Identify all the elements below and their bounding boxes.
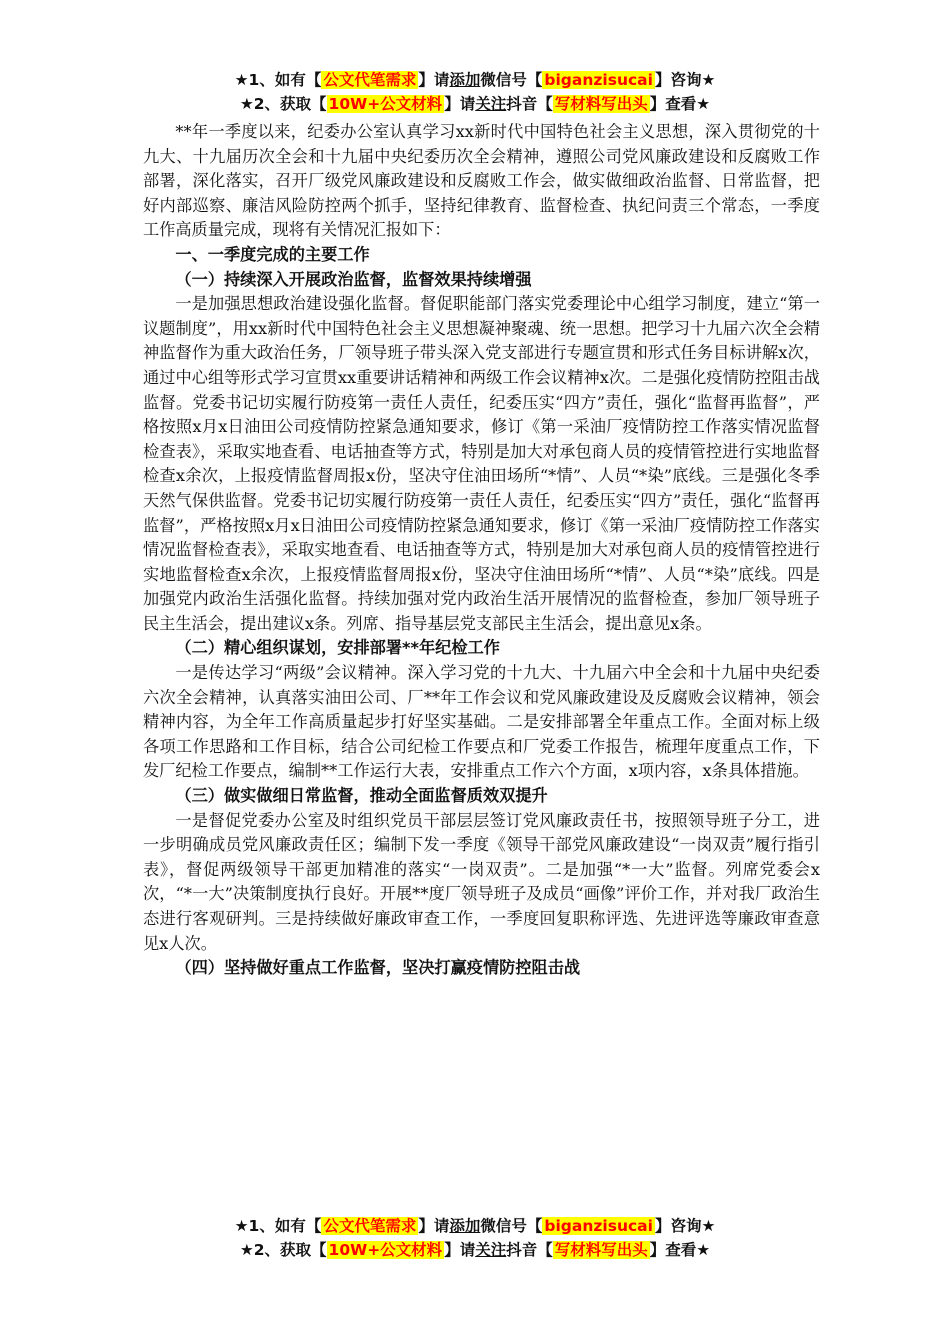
promo-highlight: 10W+公文材料 [328,95,443,113]
promo-highlight: 写材料写出头 [554,1241,648,1259]
promo-banner-bottom [0,1214,950,1262]
body-paragraph: 一是加强思想政治建设强化监督。督促职能部门落实党委理论中心组学习制度，建立“第一议题制度”，用xx新时代中国特色社会主义思想凝神聚魂、统一思想。把学习十九届六次全会精神监督作为重大政治任务，厂领导班子带头深入党支部进行专题宣贯和形式任务目标讲解x次，通过中心组等形式学习宣贯xx重要讲话精神和两级工作会议精神x次。二是强化疫情防控阻击战监督。党委书记切实履行防疫第一责任人责任，纪委压实“四方”责任，强化“监督再监督”，严格按照x月x日油田公司疫情防控紧急通知要求，修订《第一采油厂疫情防控工作落实情况监督检查表》，采取实地查看、电话抽查等方式，特别是加大对承包商人员的疫情管控进行实地监督检查x余次，上报疫情监督周报x份，坚决守住油田场所“*情”、人员“*染”底线。三是强化冬季天然气保供监督。党委书记切实履行防疫第一责任人责任，纪委压实“四方”责任，强化“监督再监督”，严格按照x月x日油田公司疫情防控紧急通知要求，修订《第一采油厂疫情防控工作落实情况监督检查表》，采取实地查看、电话抽查等方式，特别是加大对承包商人员的疫情管控进行实地监督检查x余次，上报疫情监督周报x份，坚决守住油田场所“*情”、人员“*染”底线。四是加强党内政治生活强化监督。持续加强对党内政治生活开展情况的监督检查，参加厂领导班子民主生活会，提出建议x条。列席、指导基层党支部民主生活会，提出意见x条。 [143,294,820,633]
promo-line-2 [0,1238,950,1262]
promo-text: ★1、如有【 [234,1217,322,1235]
promo-highlight: 公文代笔需求 [323,1217,417,1235]
section-heading: 一、一季度完成的主要工作 [175,244,370,264]
subsection-heading: （三）做实做细日常监督，推动全面监督质效双提升 [175,786,548,806]
subsection-heading: （二）精心组织谋划，安排部署**年纪检工作 [175,638,500,658]
promo-text: 】请 [444,1241,476,1259]
promo-line-1 [0,1214,950,1238]
body-paragraph: 一是督促党委办公室及时组织党员干部层层签订党风廉政责任书，按照领导班子分工，进一步明确成员党风廉政责任区；编制下发一季度《领导干部党风廉政建设“一岗双责”履行指引表》，督促两级领导干部更加精准的落实“一岗双责”。二是加强“*一大”监督。列席党委会x次，“*一大”决策制度执行良好。开展**度厂领导班子及成员“画像”评价工作，并对我厂政治生态进行客观研判。三是持续做好廉政审查工作，一季度回复职称评选、先进评选等廉政审查意见x人次。 [143,810,820,953]
promo-text: 】咨询★ [654,1217,716,1235]
subsection-heading: （四）坚持做好重点工作监督，坚决打赢疫情防控阻击战 [175,958,581,978]
promo-text: 抖音【 [506,1241,553,1259]
promo-underline: 添加 [449,1217,481,1235]
promo-line-2 [0,92,950,116]
intro-paragraph: **年一季度以来，纪委办公室认真学习xx新时代中国特色社会主义思想，深入贯彻党的十九大、十九届历次全会和十九届中央纪委历次全会精神，遵照公司党风廉政建设和反腐败工作部署，深化落实，召开厂级党风廉政建设和反腐败工作会，做实做细政治监督、日常监督，把好内部巡察、廉洁风险防控两个抓手，坚持纪律教育、监督检查、执纪问责三个常态，一季度工作高质量完成，现将有关情况汇报如下： [143,122,820,240]
promo-text: ★2、获取【 [239,1241,327,1259]
body-paragraph: 一是传达学习“两级”会议精神。深入学习党的十九大、十九届六中全会和十九届中央纪委六次全会精神，认真落实油田公司、厂**年工作会议和党风廉政建设及反腐败会议精神，领会精神内容，为全年工作高质量起步打好坚实基础。二是安排部署全年重点工作。全面对标上级各项工作思路和工作目标，结合公司纪检工作要点和厂党委工作报告，梳理年度重点工作，下发厂纪检工作要点，编制**工作运行大表，安排重点工作六个方面，x项内容，x条具体措施。 [143,663,820,781]
promo-text: ★1、如有【 [234,71,322,89]
promo-text: 】咨询★ [654,71,716,89]
promo-text: 】请 [418,1217,450,1235]
promo-line-1 [0,68,950,92]
promo-text: 微信号【 [480,71,543,89]
promo-text: 抖音【 [506,95,553,113]
promo-text: 】请 [444,95,476,113]
document-body [143,120,820,981]
promo-highlight: biganzisucai [544,71,653,89]
promo-highlight: 写材料写出头 [554,95,648,113]
promo-banner-top [0,68,950,116]
promo-underline: 关注 [475,1241,507,1259]
promo-text: 】查看★ [649,95,711,113]
promo-highlight: biganzisucai [544,1217,653,1235]
promo-text: 微信号【 [480,1217,543,1235]
promo-text: 】查看★ [649,1241,711,1259]
promo-highlight: 公文代笔需求 [323,71,417,89]
promo-text: 】请 [418,71,450,89]
promo-underline: 添加 [449,71,481,89]
promo-highlight: 10W+公文材料 [328,1241,443,1259]
promo-text: ★2、获取【 [239,95,327,113]
subsection-heading: （一）持续深入开展政治监督，监督效果持续增强 [175,269,532,289]
promo-underline: 关注 [475,95,507,113]
